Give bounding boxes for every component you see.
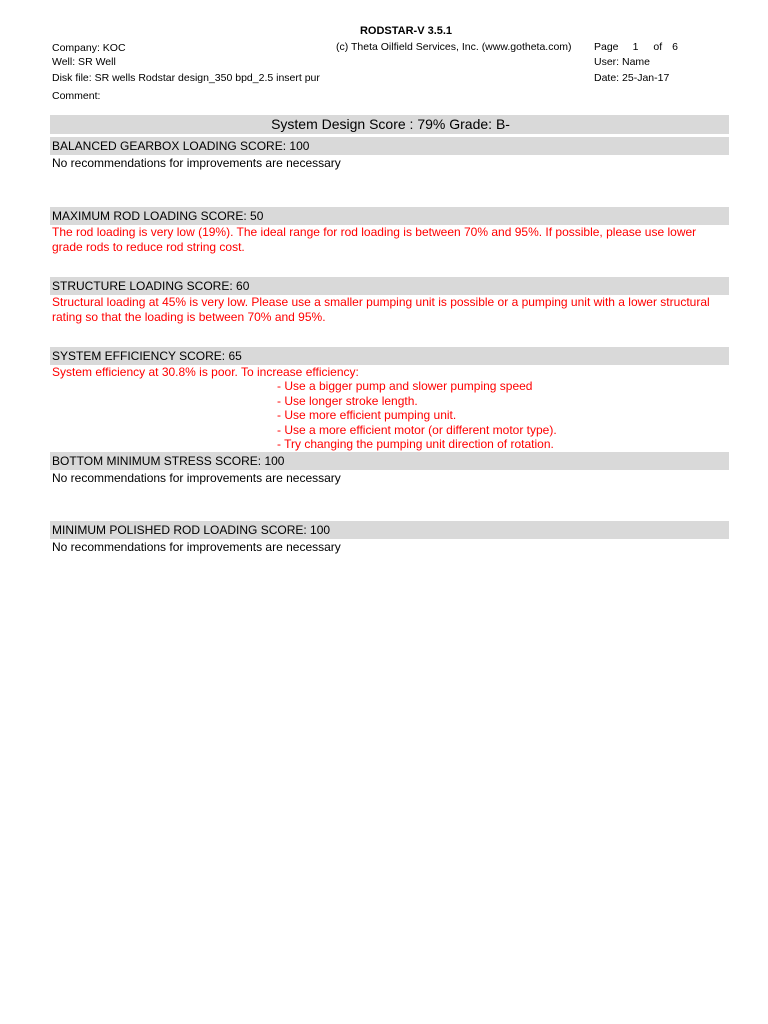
system-design-score-banner: System Design Score : 79% Grade: B- [50, 115, 729, 134]
section-heading: MINIMUM POLISHED ROD LOADING SCORE: 100 [50, 521, 729, 539]
page-label: Page [594, 41, 619, 53]
section-heading: SYSTEM EFFICIENCY SCORE: 65 [50, 347, 729, 365]
copyright-text: (c) Theta Oilfield Services, Inc. (www.gotheta.com) [336, 41, 572, 53]
section-text: The rod loading is very low (19%). The ideal range for rod loading is between 70% and 95%. If possible, please use lower grade rods to reduce rod string cost. [52, 225, 697, 254]
list-item: - Use more efficient pumping unit. [277, 408, 457, 423]
page-indicator [594, 41, 678, 53]
comment-field: Comment: [52, 90, 101, 102]
list-item: - Use longer stroke length. [277, 393, 418, 408]
section-text: No recommendations for improvements are necessary [52, 156, 341, 170]
section-heading: MAXIMUM ROD LOADING SCORE: 50 [50, 207, 729, 225]
list-item: - Use a bigger pump and slower pumping speed [277, 379, 533, 394]
section-text: No recommendations for improvements are necessary [52, 540, 341, 554]
report-title: RODSTAR-V 3.5.1 [359, 25, 453, 37]
company-field: Company: KOC [52, 42, 126, 54]
section-text: No recommendations for improvements are necessary [52, 471, 341, 485]
page-number: 1 [632, 41, 639, 53]
user-field: User: Name [594, 56, 651, 68]
date-field: Date: 25-Jan-17 [594, 72, 670, 84]
section-text [52, 365, 728, 451]
well-field: Well: SR Well [52, 56, 116, 68]
section-heading: BOTTOM MINIMUM STRESS SCORE: 100 [50, 452, 729, 470]
section-heading: BALANCED GEARBOX LOADING SCORE: 100 [50, 137, 729, 155]
list-item: - Use a more efficient motor (or different motor type). [277, 422, 557, 437]
list-item: - Try changing the pumping unit direction of rotation. [277, 437, 554, 452]
section-text: Structural loading at 45% is very low. Please use a smaller pumping unit is possible or a pumping unit with a lower structural rating so that the loading is between 70% and 95%. [52, 295, 710, 324]
efficiency-intro: System efficiency at 30.8% is poor. To increase efficiency: [52, 365, 359, 379]
disk-file-field: Disk file: SR wells Rodstar design_350 bpd_2.5 insert pur [52, 72, 320, 84]
section-heading: STRUCTURE LOADING SCORE: 60 [50, 277, 729, 295]
page-of-label: of [653, 41, 663, 53]
page-total: 6 [672, 41, 678, 53]
